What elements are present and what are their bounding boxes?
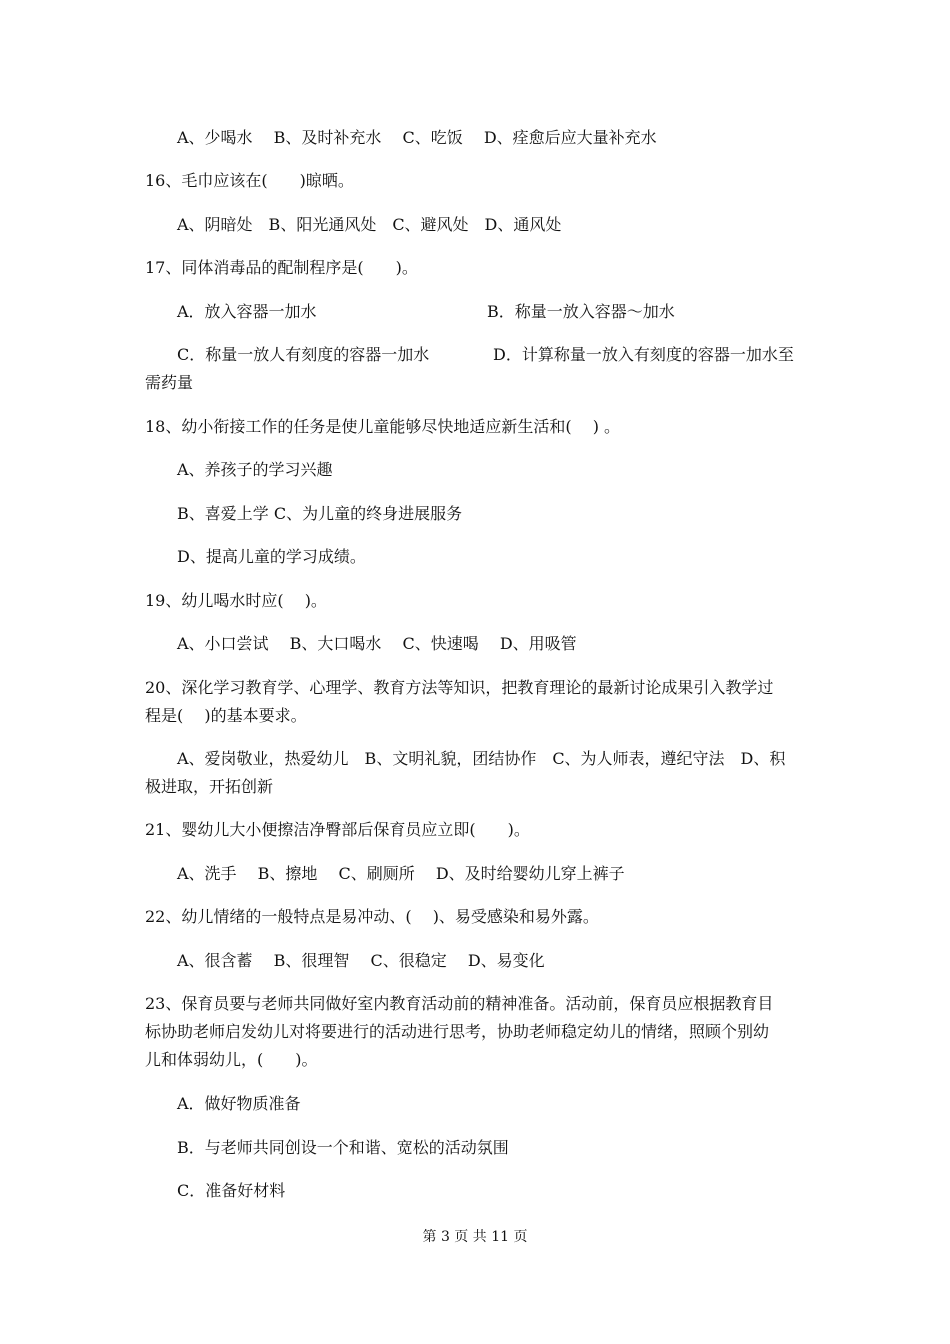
q19-options: A、小口尝试 B、大口喝水 C、快速喝 D、用吸管 (177, 634, 577, 653)
q23-question-line2: 标协助老师启发幼儿对将要进行的活动进行思考，协助老师稳定幼儿的情绪，照顾个别幼 (145, 1022, 770, 1041)
q20-options-line2: 极进取，开拓创新 (145, 777, 274, 796)
q18-option-a: A、养孩子的学习兴趣 (177, 460, 333, 479)
q22-options: A、很含蓄 B、很理智 C、很稳定 D、易变化 (177, 951, 545, 970)
q17-option-b: B．称量一放入容器～加水 (487, 302, 675, 321)
q20-question-line1: 20、深化学习教育学、心理学、教育方法等知识，把教育理论的最新讨论成果引入教学过 (145, 678, 774, 697)
q17-option-c: C．称量一放人有刻度的容器一加水 (177, 345, 430, 364)
q16-options: A、阴暗处 B、阳光通风处 C、避风处 D、通风处 (177, 215, 562, 234)
q17-question: 17、同体消毒品的配制程序是( )。 (145, 258, 418, 277)
q23-option-a: A．做好物质准备 (177, 1094, 301, 1113)
q18-option-d: D、提高儿童的学习成绩。 (177, 547, 366, 566)
q21-options: A、洗手 B、擦地 C、刷厕所 D、及时给婴幼儿穿上裤子 (177, 864, 625, 883)
q21-question: 21、婴幼儿大小便擦洁净臀部后保育员应立即( )。 (145, 820, 530, 839)
q17-option-d-cont: 需药量 (145, 373, 194, 392)
q20-question-line2: 程是( )的基本要求。 (145, 706, 307, 725)
q20-options-line1: A、爱岗敬业，热爱幼儿 B、文明礼貌，团结协作 C、为人师表，遵纪守法 D、积 (177, 749, 786, 768)
q17-option-a: A．放入容器一加水 (177, 302, 317, 321)
q18-option-bc: B、喜爱上学 C、为儿童的终身进展服务 (177, 504, 463, 523)
q15-options: A、少喝水 B、及时补充水 C、吃饭 D、痊愈后应大量补充水 (177, 128, 657, 147)
q23-option-c: C．准备好材料 (177, 1181, 286, 1200)
q16-question: 16、毛巾应该在( )晾晒。 (145, 171, 354, 190)
q22-question: 22、幼儿情绪的一般特点是易冲动、( )、易受感染和易外露。 (145, 907, 599, 926)
q18-question: 18、幼小衔接工作的任务是使儿童能够尽快地适应新生活和( ) 。 (145, 417, 621, 436)
page-footer: 第 3 页 共 11 页 (422, 1229, 528, 1245)
q23-question-line3: 儿和体弱幼儿，( )。 (145, 1050, 318, 1069)
q19-question: 19、幼儿喝水时应( )。 (145, 591, 327, 610)
q23-question-line1: 23、保育员要与老师共同做好室内教育活动前的精神准备。活动前，保育员应根据教育目 (145, 994, 774, 1013)
q17-option-d: D．计算称量一放入有刻度的容器一加水至 (493, 345, 794, 364)
q23-option-b: B．与老师共同创设一个和谐、宽松的活动氛围 (177, 1138, 509, 1157)
